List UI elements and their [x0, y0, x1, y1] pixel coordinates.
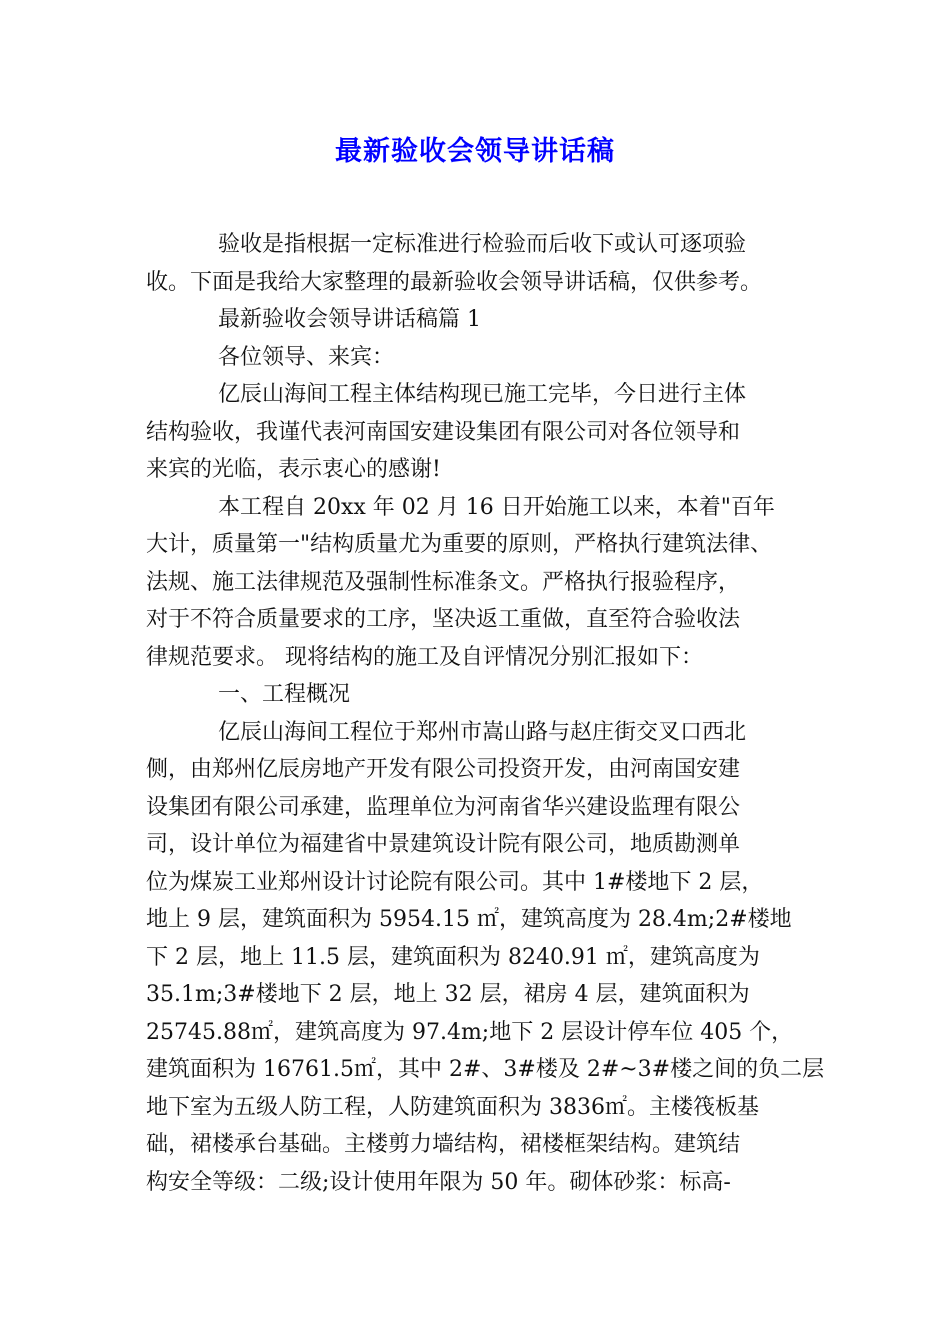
section-heading: 一、工程概况	[218, 682, 351, 707]
paragraph-line: 法规、施工法律规范及强制性标准条文。严格执行报验程序，	[146, 569, 741, 595]
paragraph-line: 设集团有限公司承建，监理单位为河南省华兴建设监理有限公	[146, 794, 741, 820]
paragraph-line: 司，设计单位为福建省中景建筑设计院有限公司，地质勘测单	[146, 832, 741, 857]
paragraph-line: 35.1m;3#楼地下 2 层，地上 32 层，裙房 4 层，建筑面积为	[146, 982, 750, 1007]
paragraph-line: 收。下面是我给大家整理的最新验收会领导讲话稿，仅供参考。	[146, 269, 763, 295]
document-body	[146, 226, 825, 1201]
paragraph-line: 对于不符合质量要求的工序，坚决返工重做，直至符合验收法	[146, 607, 741, 632]
document-title: 最新验收会领导讲话稿	[335, 136, 615, 167]
paragraph-line: 律规范要求。 现将结构的施工及自评情况分别汇报如下：	[146, 644, 703, 670]
paragraph-line: 亿辰山海间工程主体结构现已施工完毕，今日进行主体	[218, 382, 747, 407]
section-heading: 最新验收会领导讲话稿篇 1	[218, 307, 481, 332]
paragraph-line: 地下室为五级人防工程，人防建筑面积为 3836㎡。主楼筏板基	[146, 1094, 759, 1120]
paragraph-line: 验收是指根据一定标准进行检验而后收下或认可逐项验	[218, 232, 747, 257]
paragraph-line: 来宾的光临，表示衷心的感谢!	[146, 457, 441, 482]
paragraph-line: 地上 9 层，建筑面积为 5954.15 ㎡，建筑高度为 28.4m;2#楼地	[146, 907, 792, 932]
paragraph-line: 亿辰山海间工程位于郑州市嵩山路与赵庄街交叉口西北	[218, 719, 747, 745]
paragraph-line: 大计，质量第一"结构质量尤为重要的原则，严格执行建筑法律、	[146, 532, 773, 557]
paragraph-line: 侧，由郑州亿辰房地产开发有限公司投资开发，由河南国安建	[146, 757, 741, 782]
paragraph-line: 下 2 层，地上 11.5 层，建筑面积为 8240.91 ㎡，建筑高度为	[146, 944, 760, 970]
paragraph-line: 位为煤炭工业郑州设计讨论院有限公司。其中 1#楼地下 2 层，	[146, 869, 764, 895]
paragraph-line: 础，裙楼承台基础。主楼剪力墙结构，裙楼框架结构。建筑结	[146, 1132, 741, 1157]
paragraph-line: 构安全等级：二级;设计使用年限为 50 年。砌体砂浆：标高-	[146, 1169, 731, 1195]
paragraph-line: 25745.88㎡，建筑高度为 97.4m;地下 2 层设计停车位 405 个，	[146, 1019, 794, 1045]
salutation: 各位领导、来宾：	[218, 344, 395, 370]
paragraph-line: 建筑面积为 16761.5㎡，其中 2#、3#楼及 2#~3#楼之间的负二层	[146, 1057, 825, 1082]
paragraph-line: 结构验收，我谨代表河南国安建设集团有限公司对各位领导和	[146, 419, 741, 445]
paragraph-line: 本工程自 20xx 年 02 月 16 日开始施工以来，本着"百年	[218, 494, 775, 520]
